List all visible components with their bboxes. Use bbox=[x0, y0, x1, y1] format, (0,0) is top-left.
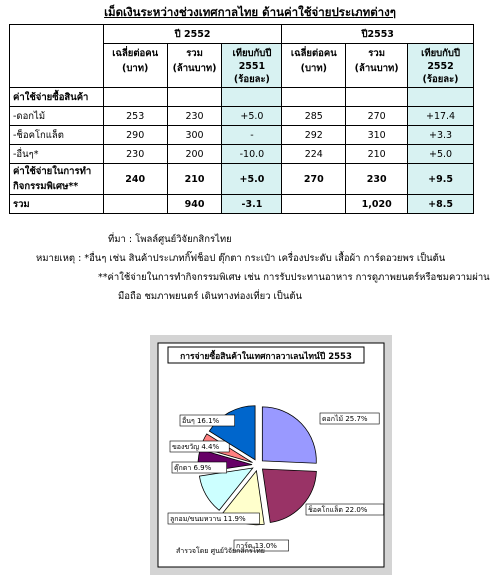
table-cell bbox=[282, 195, 346, 214]
table-row bbox=[10, 195, 474, 214]
table-cell: 1,020 bbox=[346, 195, 408, 214]
table-body bbox=[10, 88, 474, 214]
pie-chart bbox=[150, 335, 392, 575]
year-header-row bbox=[10, 25, 474, 44]
table-cell bbox=[167, 88, 222, 107]
table-cell bbox=[282, 88, 346, 107]
table-cell: 310 bbox=[346, 126, 408, 145]
table-cell: +9.5 bbox=[408, 164, 474, 195]
slice-label: ลูกอม/ขนมหวาน 11.9% bbox=[170, 515, 246, 523]
chart-source: สำรวจโดย ศูนย์วิจัยกสิกรไทย bbox=[176, 547, 265, 555]
page-title: เม็ดเงินระหว่างช่วงเทศกาลไทย ด้านค่าใช้จ่ายประเภทต่างๆ bbox=[104, 5, 396, 19]
table-cell: 230 bbox=[167, 107, 222, 126]
table-cell: 224 bbox=[282, 145, 346, 164]
table-row bbox=[10, 107, 474, 126]
table-cell bbox=[346, 88, 408, 107]
table-cell: +5.0 bbox=[222, 107, 282, 126]
table-cell: 240 bbox=[103, 164, 167, 195]
table-cell: -10.0 bbox=[222, 145, 282, 164]
avg-per-person-header-2553: เฉลี่ยต่อคน (บาท) bbox=[282, 44, 346, 88]
remark-note-2: **ค่าใช้จ่ายในการทำกิจกรรมพิเศษ เช่น การรับประทานอาหาร การดูภาพยนตร์หรือชมความผ่าน bbox=[98, 272, 490, 283]
row-label: ค่าใช้จ่ายซื้อสินค้า bbox=[10, 88, 104, 107]
row-label: -อื่นๆ* bbox=[10, 145, 104, 164]
pie-chart-panel bbox=[150, 335, 392, 575]
table-cell: +5.0 bbox=[408, 145, 474, 164]
compare-header-2553: เทียบกับปี 2552 (ร้อยละ) bbox=[408, 44, 474, 88]
row-label: -ช็อคโกแล็ต bbox=[10, 126, 104, 145]
avg-per-person-header-2552: เฉลี่ยต่อคน (บาท) bbox=[103, 44, 167, 88]
table-cell: +8.5 bbox=[408, 195, 474, 214]
table-cell: 230 bbox=[346, 164, 408, 195]
table-cell: +3.3 bbox=[408, 126, 474, 145]
row-label: รวม bbox=[10, 195, 104, 214]
table-cell: 290 bbox=[103, 126, 167, 145]
table-row bbox=[10, 145, 474, 164]
table-cell: 292 bbox=[282, 126, 346, 145]
table-row bbox=[10, 164, 474, 195]
year-2553-header: ปี2553 bbox=[282, 25, 474, 44]
table-cell: 230 bbox=[103, 145, 167, 164]
spending-table bbox=[9, 24, 474, 214]
slice-label: ของขวัญ 4.4% bbox=[172, 443, 220, 451]
table-cell: 200 bbox=[167, 145, 222, 164]
table-cell: 210 bbox=[167, 164, 222, 195]
slice-label: ช็อคโกแล็ต 22.0% bbox=[308, 506, 368, 514]
row-label: ค่าใช้จ่ายในการทำกิจกรรมพิเศษ** bbox=[10, 164, 104, 195]
table-cell: - bbox=[222, 126, 282, 145]
slice-label: การ์ด 13.0% bbox=[236, 542, 277, 550]
slice-label: ดอกไม้ 25.7% bbox=[322, 415, 368, 423]
table-cell: -3.1 bbox=[222, 195, 282, 214]
total-header-2552: รวม (ล้านบาท) bbox=[167, 44, 222, 88]
table-cell: 210 bbox=[346, 145, 408, 164]
table-cell: 940 bbox=[167, 195, 222, 214]
table-cell: 253 bbox=[103, 107, 167, 126]
table-cell bbox=[103, 195, 167, 214]
table-cell: +5.0 bbox=[222, 164, 282, 195]
chart-title: การจ่ายซื้อสินค้าในเทศกาลวาเลนไทน์ปี 2553 bbox=[180, 352, 352, 362]
remark-note-3: มือถือ ชมภาพยนตร์ เดินทางท่องเที่ยว เป็นต้น bbox=[118, 291, 302, 302]
row-label: -ดอกไม้ bbox=[10, 107, 104, 126]
corner-cell bbox=[10, 25, 104, 88]
table-row bbox=[10, 126, 474, 145]
table-cell: 285 bbox=[282, 107, 346, 126]
table-cell bbox=[222, 88, 282, 107]
table-cell: 270 bbox=[282, 164, 346, 195]
slice-label: ตุ๊กตา 6.9% bbox=[174, 464, 212, 472]
table-row bbox=[10, 88, 474, 107]
table-cell bbox=[103, 88, 167, 107]
slice-label: อื่นๆ 16.1% bbox=[182, 417, 220, 425]
source-note: ที่มา : โพลล์ศูนย์วิจัยกสิกรไทย bbox=[108, 234, 232, 245]
table-cell: 270 bbox=[346, 107, 408, 126]
table-cell: 300 bbox=[167, 126, 222, 145]
total-header-2553: รวม (ล้านบาท) bbox=[346, 44, 408, 88]
compare-header-2552: เทียบกับปี 2551 (ร้อยละ) bbox=[222, 44, 282, 88]
remark-note-1: หมายเหตุ : *อื่นๆ เช่น สินค้าประเภทกิ๊ฟช็อป ตุ๊กตา กระเป๋า เครื่องประดับ เสื้อผ้า การ์ดอวยพร เป็นต้น bbox=[36, 253, 446, 264]
year-2552-header: ปี 2552 bbox=[103, 25, 282, 44]
table-cell: +17.4 bbox=[408, 107, 474, 126]
table-cell bbox=[408, 88, 474, 107]
